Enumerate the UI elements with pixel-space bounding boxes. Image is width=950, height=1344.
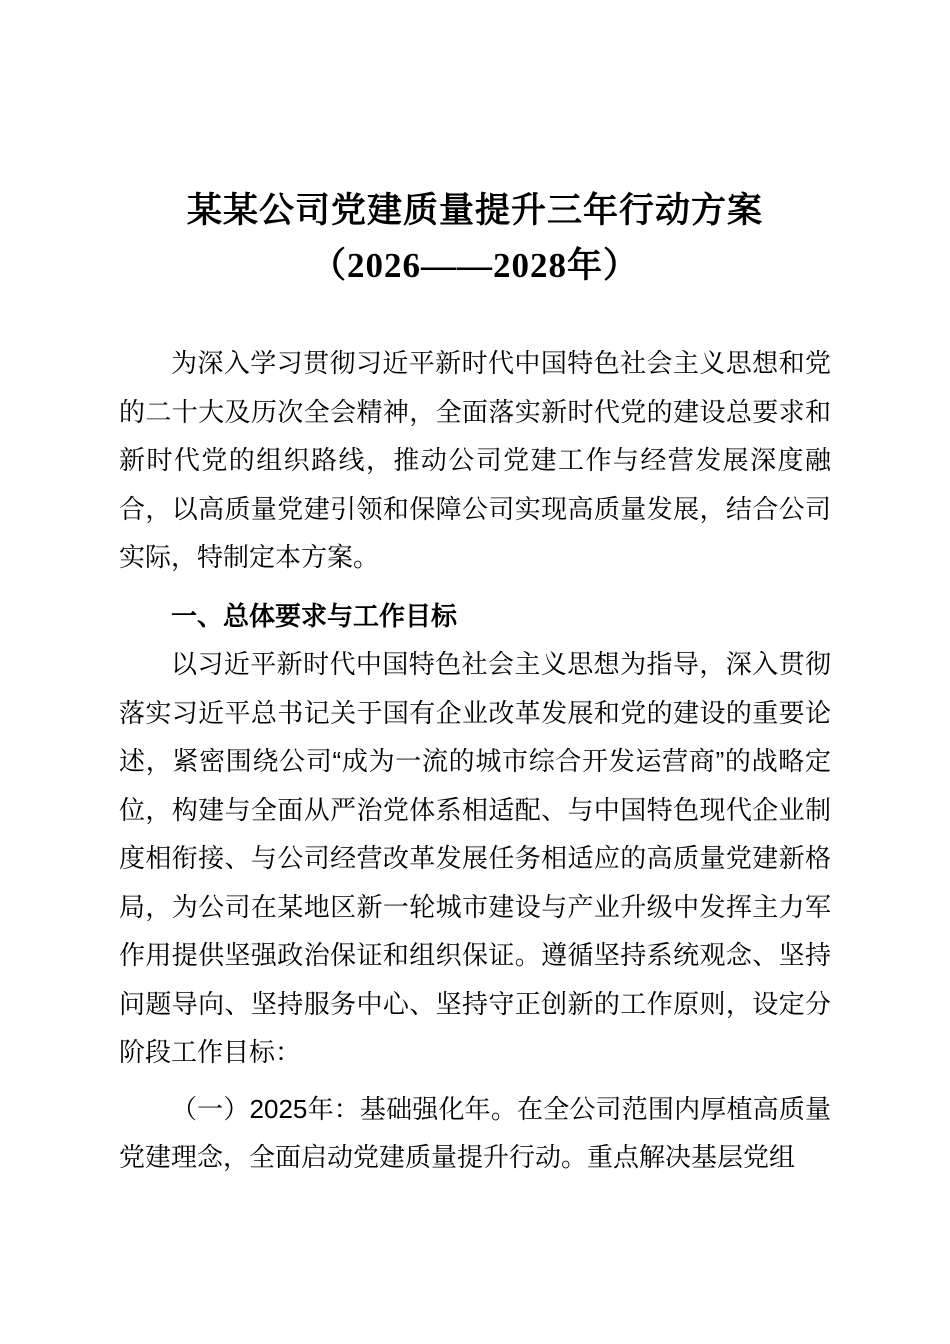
document-title-line-1: 某某公司党建质量提升三年行动方案 [186, 191, 763, 230]
document-title-line-2: （2026——2028年） [310, 246, 639, 285]
paragraph: 为深入学习贯彻习近平新时代中国特色社会主义思想和党的二十大及历次全会精神，全面落实新时代党的建设总要求和新时代党的组织路线，推动公司党建工作与经营发展深度融合，以高质量党建引领和保障公司实现高质量发展，结合公司实际，特制定本方案。 [119, 348, 831, 572]
paragraph: 以习近平新时代中国特色社会主义思想为指导，深入贯彻落实习近平总书记关于国有企业改革发展和党的建设的重要论述，紧密围绕公司“成为一流的城市综合开发运营商”的战略定位，构建与全面从严治党体系相适配、与中国特色现代企业制度相衔接、与公司经营改革发展任务相适应的高质量党建新格局，为公司在某地区新一轮城市建设与产业升级中发挥主力军作用提供坚强政治保证和组织保证。遵循坚持系统观念、坚持问题导向、坚持服务中心、坚持守正创新的工作原则，设定分阶段工作目标： [119, 649, 831, 1067]
paragraph: （一）2025年：基础强化年。在全公司范围内厚植高质量党建理念，全面启动党建质量提升行动。重点解决基层党组 [119, 1093, 831, 1172]
section-heading: 一、总体要求与工作目标 [171, 600, 458, 631]
document-body [119, 339, 831, 1182]
document-title [119, 183, 831, 293]
